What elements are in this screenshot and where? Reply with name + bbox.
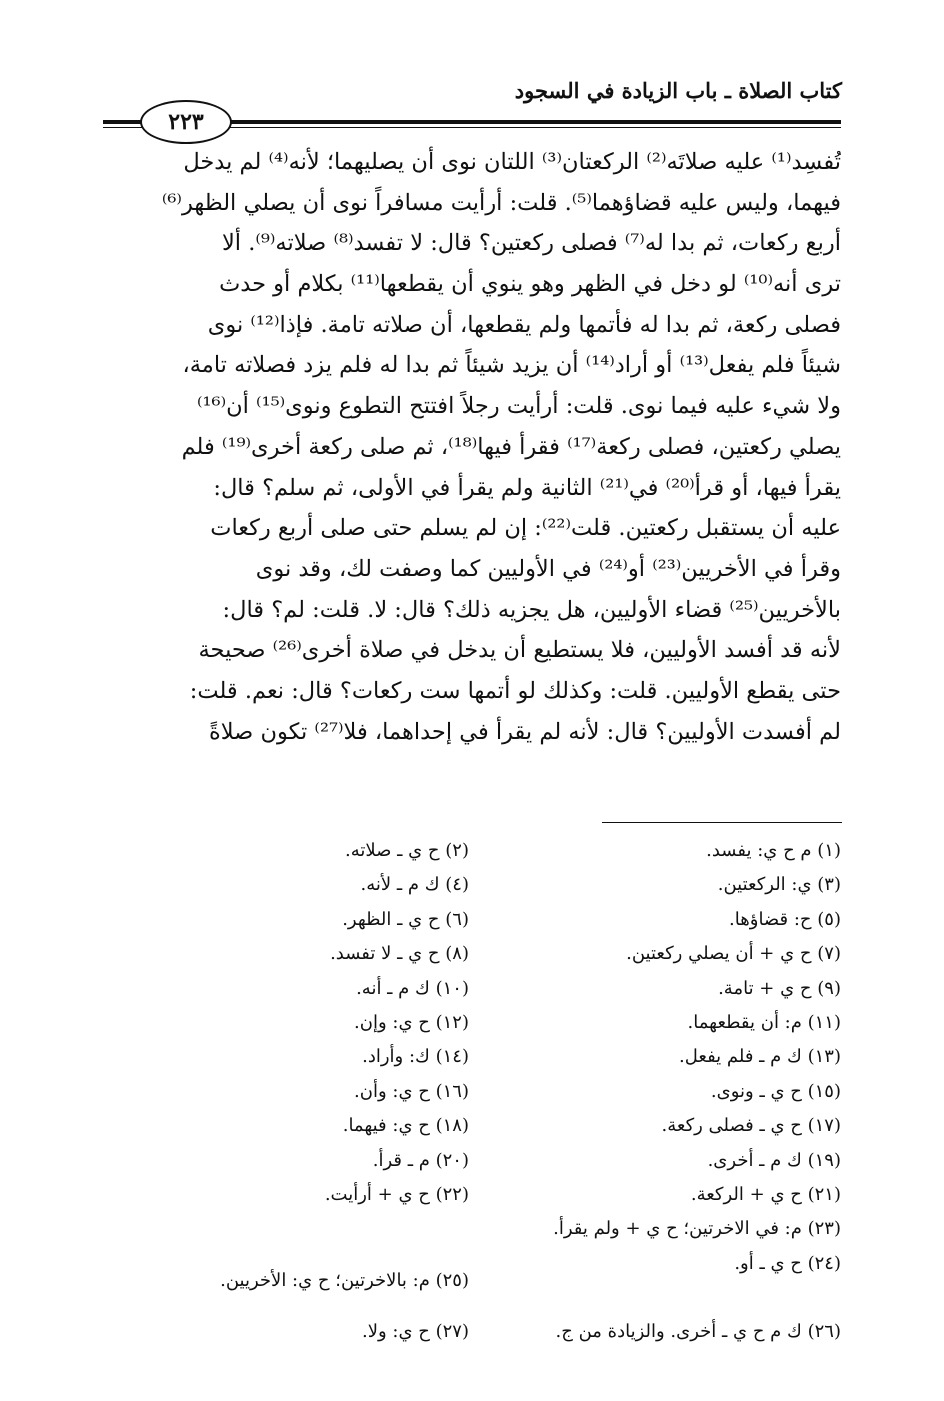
text-line: يصلي ركعتين، فصلى ركعة⁽¹⁷⁾ فقرأ فيها⁽¹⁸⁾، ثم صلى ركعة أخرى⁽¹⁹⁾ فلم	[181, 433, 841, 460]
text-line: شيئاً فلم يفعل⁽¹³⁾ أو أراد⁽¹⁴⁾ أن يزيد شيئاً ثم بدا له فلم يزد فصلاته تامة،	[182, 352, 841, 379]
text-line: عليه أن يستقبل ركعتين. قلت⁽²²⁾: إن لم يسلم حتى صلى أربع ركعات	[210, 515, 841, 542]
text-line: حتى يقطع الأوليين. قلت: وكذلك لو أتمها ست ركعات؟ قال: نعم. قلت:	[189, 677, 841, 704]
footnote-row	[103, 1109, 841, 1143]
footnote-row	[103, 834, 841, 868]
footnote: (١٣) ك م ـ فلم يفعل.	[679, 1046, 841, 1068]
text-line: يقرأ فيها، أو قرأ⁽²⁰⁾ في⁽²¹⁾ الثانية ولم يقرأ في الأولى، ثم سلم؟ قال:	[213, 474, 841, 501]
footnote: (٢٥) م: بالاخرتين؛ ح ي: الأخريين.	[220, 1270, 469, 1292]
footnote-row	[103, 1178, 841, 1212]
footnote: (١٥) ح ي ـ ونوى.	[710, 1080, 841, 1102]
footnote: (١٢) ح ي: وإن.	[354, 1011, 469, 1033]
footnote: (٣) ي: الركعتين.	[717, 874, 841, 896]
footnote: (١) م ح ي: يفسد.	[706, 840, 841, 861]
footnote: (١٦) ح ي: وأن.	[354, 1080, 469, 1102]
footnote-row	[103, 1212, 841, 1246]
text-line: أربع ركعات، ثم بدا له⁽⁷⁾ فصلى ركعتين؟ قال: لا تفسد⁽⁸⁾ صلاته⁽⁹⁾. ألا	[221, 230, 841, 257]
footnote: (٤) ك م ـ لأنه.	[360, 874, 469, 896]
footnote: (٧) ح ي + أن يصلي ركعتين.	[626, 943, 841, 965]
footnote: (٢) ح ي ـ صلاته.	[345, 840, 469, 861]
text-line: وقرأ في الأخريين⁽²³⁾ أو⁽²⁴⁾ في الأوليين كما وصفت لك، وقد نوى	[255, 555, 841, 582]
text-line: فيهما، وليس عليه قضاؤهما⁽⁵⁾. قلت: أرأيت مسافراً نوى أن يصلي الظهر⁽⁶⁾	[161, 189, 841, 216]
footnote: (٨) ح ي ـ لا تفسد.	[330, 943, 469, 965]
footnote: (٥) ح: قضاؤها.	[729, 908, 841, 930]
footnote-row	[103, 972, 841, 1006]
footnote: (٢٣) م: في الاخرتين؛ ح ي + ولم يقرأ.	[553, 1218, 841, 1240]
footnote: (١٠) ك م ـ أنه.	[356, 977, 469, 999]
footnote-row	[103, 1144, 841, 1178]
footnote: (١١) م: أن يقطعهما.	[687, 1011, 841, 1033]
footnote: (٢٢) ح ي + أرأيت.	[324, 1183, 469, 1205]
footnote: (١٧) ح ي ـ فصلى ركعة.	[661, 1115, 841, 1137]
footnote: (١٨) ح ي: فيهما.	[342, 1115, 469, 1137]
footnote-row	[103, 1247, 841, 1281]
footnote: (٢٠) م ـ قرأ.	[372, 1149, 469, 1171]
footnote-row	[103, 1270, 841, 1315]
footnote-row	[103, 868, 841, 902]
footnote: (١٩) ك م ـ أخرى.	[707, 1149, 841, 1171]
text-line: تُفسِد⁽¹⁾ عليه صلاتَه⁽²⁾ الركعتان⁽³⁾ اللتان نوى أن يصليهما؛ لأنه⁽⁴⁾ لم يدخل	[183, 149, 841, 175]
footnote-row	[103, 1075, 841, 1109]
footnote: (٢٤) ح ي ـ أو.	[734, 1252, 841, 1274]
footnote: (١٤) ك: وأراد.	[362, 1046, 469, 1068]
text-line: بالأخريين⁽²⁵⁾ قضاء الأوليين، هل يجزيه ذلك؟ قال: لا. قلت: لم؟ قال:	[222, 596, 841, 623]
footnotes	[103, 834, 841, 1350]
footnote-row	[103, 1006, 841, 1040]
footnote-row	[103, 937, 841, 971]
footnote: (٦) ح ي ـ الظهر.	[342, 908, 469, 930]
footnote-row	[103, 1040, 841, 1074]
footnote: (٢٧) ح ي: ولا.	[361, 1321, 469, 1343]
footnote-row	[103, 903, 841, 937]
footnote: (٢٦) ك م ح ي ـ أخرى. والزيادة من ج.	[555, 1321, 841, 1343]
running-title: كتاب الصلاة ـ باب الزيادة في السجود	[514, 78, 842, 103]
footnote-row	[103, 1315, 841, 1349]
footnote: (٩) ح ي + تامة.	[718, 977, 841, 999]
footnote-separator	[602, 822, 842, 823]
main-text	[103, 142, 841, 752]
text-line: فصلى ركعة، ثم بدا له فأتمها ولم يقطعها، أن صلاته تامة. فإذا⁽¹²⁾ نوى	[207, 311, 841, 338]
text-line: ولا شيء عليه فيما نوى. قلت: أرأيت رجلاً افتتح التطوع ونوى⁽¹⁵⁾ أن⁽¹⁶⁾	[197, 393, 841, 420]
text-line: ترى أنه⁽¹⁰⁾ لو دخل في الظهر وهو ينوي أن يقطعها⁽¹¹⁾ بكلام أو حدث	[219, 271, 841, 298]
text-line: لأنه قد أفسد الأوليين، فلا يستطيع أن يدخل في صلاة أخرى⁽²⁶⁾ صحيحة	[198, 637, 841, 664]
text-line: لم أفسدت الأوليين؟ قال: لأنه لم يقرأ في إحداهما، فلا⁽²⁷⁾ تكون صلاةً	[208, 718, 841, 745]
page-number-badge: ٢٢٣	[140, 100, 232, 144]
footnote: (٢١) ح ي + الركعة.	[690, 1183, 841, 1205]
